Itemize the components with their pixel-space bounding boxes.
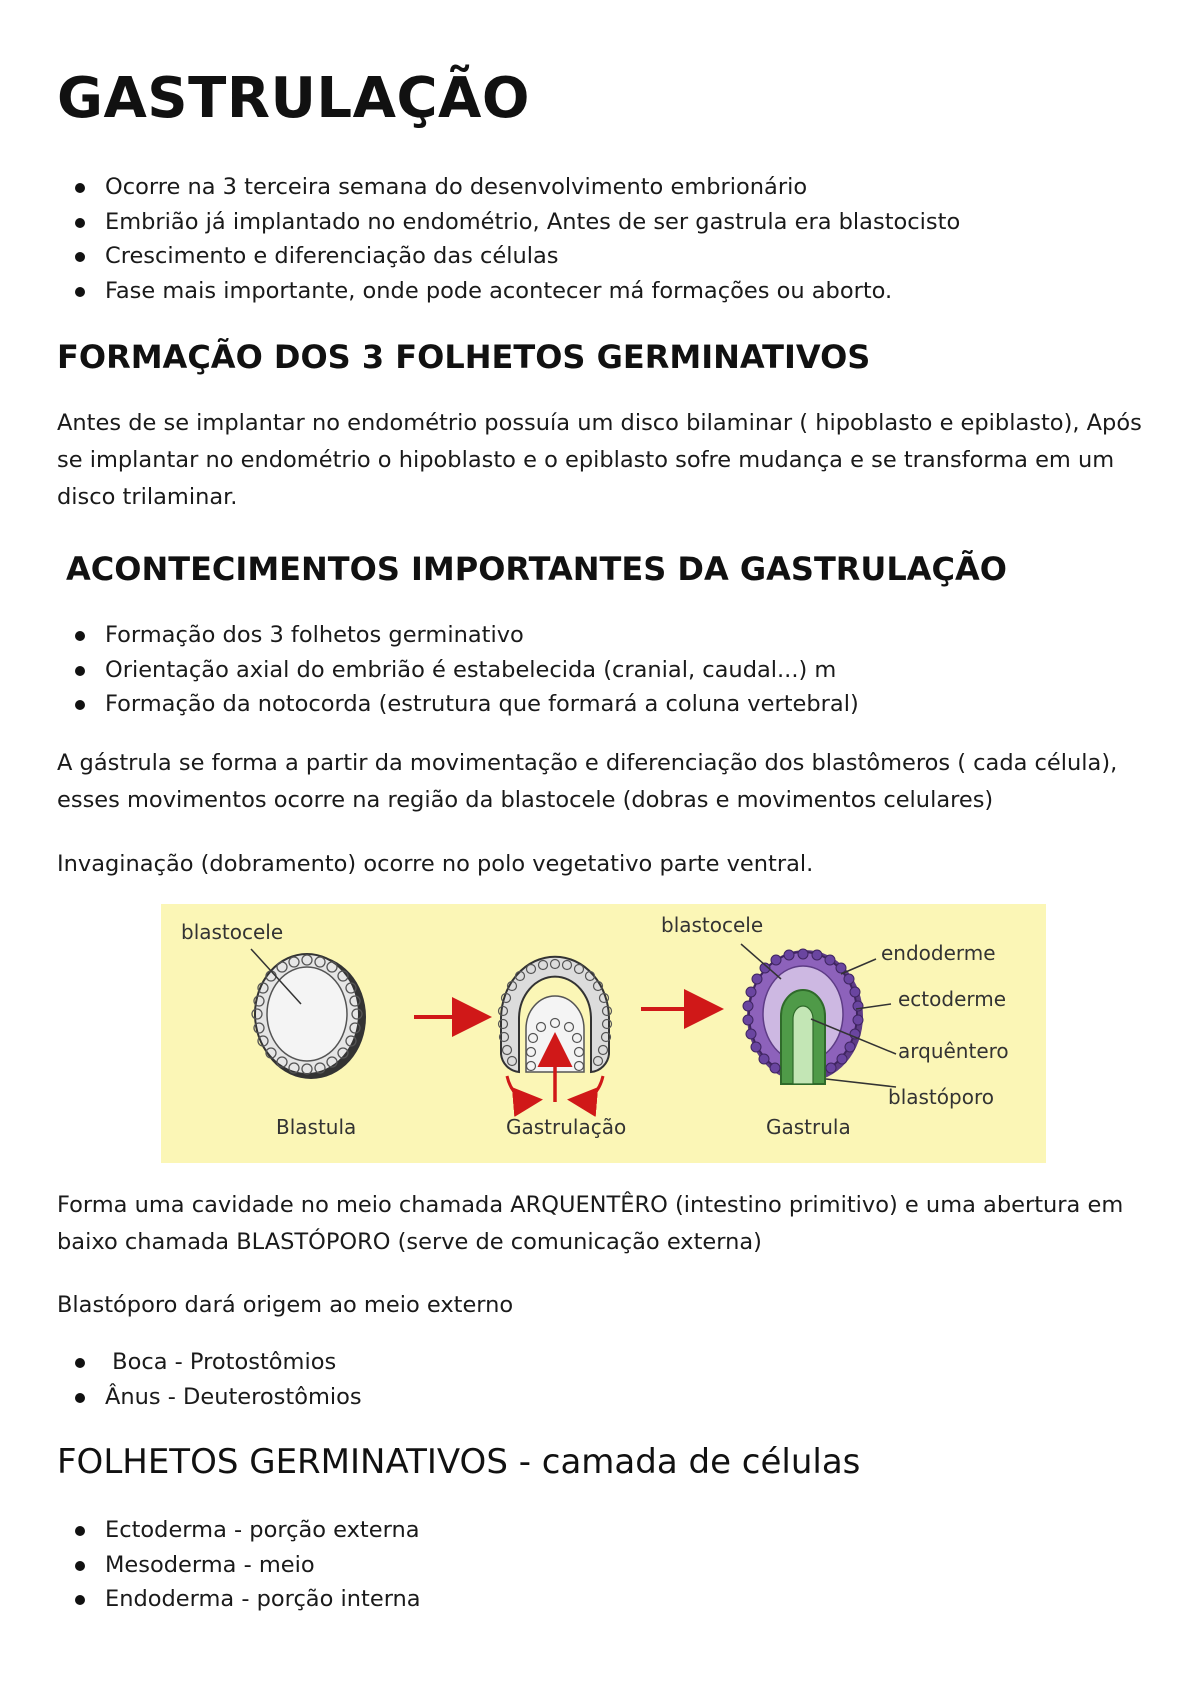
- paragraph: A gástrula se forma a partir da movimentação e diferenciação dos blastômeros ( cada célula), esses movimentos ocorre na região da blastocele (dobras e movimentos celulares): [57, 750, 1118, 813]
- caption-gastrulacao: Gastrulação: [506, 1115, 627, 1139]
- blastula-drawing: [251, 949, 366, 1079]
- section-heading: ACONTECIMENTOS IMPORTANTES DA GASTRULAÇÃO: [66, 550, 1007, 588]
- gastrulation-figure: [161, 904, 1046, 1163]
- gastrulation-diagram: [161, 904, 1046, 1163]
- list-item: Boca - Protostômios: [72, 1345, 362, 1380]
- section-heading: FORMAÇÃO DOS 3 FOLHETOS GERMINATIVOS: [57, 338, 871, 376]
- paragraph: Blastóporo dará origem ao meio externo: [57, 1292, 514, 1318]
- label-blastocele-1: blastocele: [181, 920, 284, 944]
- list-item: Ocorre na 3 terceira semana do desenvolvimento embrionário: [72, 170, 960, 205]
- list-item: Crescimento e diferenciação das células: [72, 239, 960, 274]
- label-blastocele-2: blastocele: [661, 913, 764, 937]
- bullet-icon: [75, 252, 85, 262]
- bullet-icon: [75, 1595, 85, 1605]
- label-arquentero: arquêntero: [898, 1039, 1009, 1063]
- bullet-icon: [75, 218, 85, 228]
- section-heading: FOLHETOS GERMINATIVOS - camada de células: [57, 1442, 861, 1482]
- bullet-icon: [75, 631, 85, 641]
- list-item: Ectoderma - porção externa: [72, 1513, 421, 1548]
- list-item: Embrião já implantado no endométrio, Antes de ser gastrula era blastocisto: [72, 205, 960, 240]
- label-blastoporo: blastóporo: [888, 1085, 994, 1109]
- caption-blastula: Blastula: [276, 1115, 357, 1139]
- origin-list: [72, 1345, 362, 1414]
- page-title: GASTRULAÇÃO: [57, 66, 530, 131]
- bullet-icon: [75, 1561, 85, 1571]
- paragraph: Forma uma cavidade no meio chamada ARQUENTÊRO (intestino primitivo) e uma abertura em baixo chamada BLASTÓPORO (serve de comunicação externa): [57, 1192, 1124, 1255]
- germ-layers-list: [72, 1513, 421, 1617]
- list-item: Fase mais importante, onde pode acontecer má formações ou aborto.: [72, 274, 960, 309]
- list-item: Endoderma - porção interna: [72, 1582, 421, 1617]
- list-item: Formação da notocorda (estrutura que formará a coluna vertebral): [72, 687, 859, 722]
- intro-list: [72, 170, 960, 308]
- bullet-icon: [75, 287, 85, 297]
- label-ectoderme: ectoderme: [898, 987, 1007, 1011]
- bullet-icon: [75, 666, 85, 676]
- label-endoderme: endoderme: [881, 941, 996, 965]
- list-item: Ânus - Deuterostômios: [72, 1380, 362, 1415]
- list-item: Mesoderma - meio: [72, 1548, 421, 1583]
- list-item: Formação dos 3 folhetos germinativo: [72, 618, 859, 653]
- gastrulation-drawing: [499, 957, 612, 1102]
- bullet-icon: [75, 1358, 85, 1368]
- bullet-icon: [75, 183, 85, 193]
- bullet-icon: [75, 1393, 85, 1403]
- paragraph: Invaginação (dobramento) ocorre no polo vegetativo parte ventral.: [57, 851, 814, 877]
- events-list: [72, 618, 859, 722]
- gastrula-drawing: [741, 944, 896, 1087]
- list-item: Orientação axial do embrião é estabelecida (cranial, caudal...) m: [72, 653, 859, 688]
- bullet-icon: [75, 700, 85, 710]
- bullet-icon: [75, 1526, 85, 1536]
- paragraph: Antes de se implantar no endométrio possuía um disco bilaminar ( hipoblasto e epiblasto), Após se implantar no endométrio o hipoblasto e o epiblasto sofre mudança e se transforma em um disco trilaminar.: [57, 410, 1142, 510]
- caption-gastrula: Gastrula: [766, 1115, 851, 1139]
